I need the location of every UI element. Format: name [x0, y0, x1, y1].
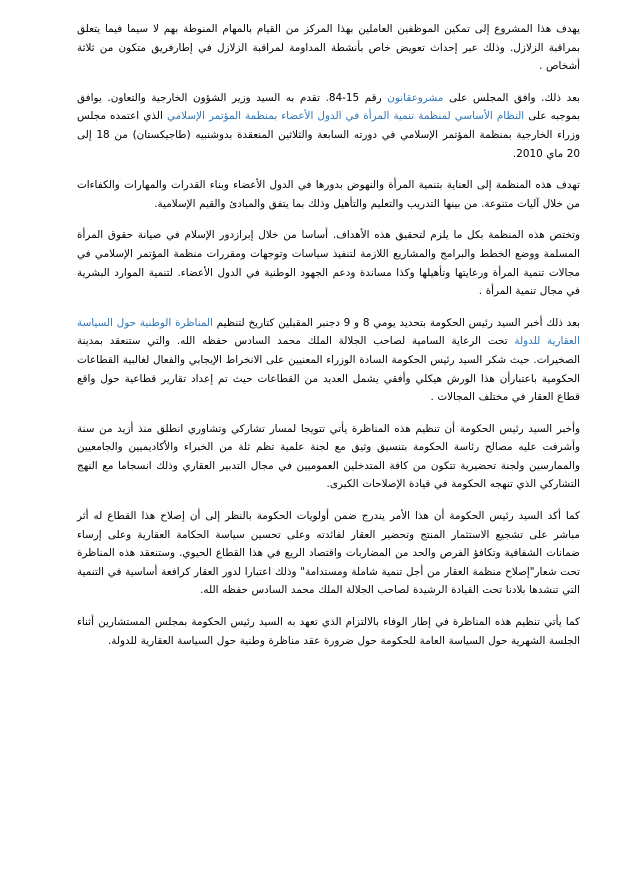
highlighted-text-run: المناظرة الوطنية حول السياسة العقارية للدولة — [77, 316, 580, 348]
paragraph — [77, 507, 580, 600]
paragraph — [77, 314, 580, 407]
text-run: بعد ذلك أخبر السيد رئيس الحكومة بتحديد يومي 8 و 9 دجنبر المقبلين كتاريخ لتنظيم — [212, 316, 580, 329]
text-run: وتختص هذه المنظمة بكل ما يلزم لتحقيق هذه الأهداف. أساسا من خلال إبرازدور الإسلام في صيانة حقوق المرأة المسلمة ووضع الخطط والبرامج والمشاريع اللازمة لتنفيذ سياسات وتوجهات ومقررات منظمة المؤتمر الإسلامي في مجالات تنمية المرأة ورعايتها وتأهيلها وكذا مساندة ودعم الجهود الوطنية في الدول الأعضاء. لتنمية الموارد البشرية في مجال تنمية المرأة . — [77, 229, 580, 298]
text-run: بعد ذلك. وافق المجلس على — [443, 91, 580, 104]
highlighted-text-run: النظام الأساسي لمنظمة تنمية المرأة في الدول الأعضاء بمنظمة المؤتمر الإسلامي — [166, 110, 525, 123]
text-run: يهدف هذا المشروع إلى تمكين الموظفين العاملين بهذا المركز من القيام بالمهام المنوطة بهم لا سيما فيما يتعلق بمراقبة الزلازل. وذلك عبر إحداث تعويض خاص بأنشطة المداومة لمراقبة الزلازل في إطارفريق متكون من ثلاثة أشخاص . — [77, 23, 580, 73]
text-run: كما أكد السيد رئيس الحكومة أن هذا الأمر يندرج ضمن أولويات الحكومة بالنظر إلى أن إصلاح هذا القطاع له أثر مباشر على تشجيع الاستثمار المنتج وتحضير العقار لفائدته وعلى تحسين سياسة الحكامة العقارية وعلى إرساء ضمانات الشفافية وتكافؤ الفرص والحد من المضاربات واقتصاد الريع في هذا القطاع الحيوي. وستنعقد هذه المناظرة تحت شعار"إصلاح منظمة العقار من أجل تنمية شاملة ومستدامة" وذلك اعتبارا لدور العقار كرافعة أساسية في التنمية التي تنشدها بلادنا تحت القيادة الرشيدة لصاحب الجلالة الملك محمد السادس حفظه الله. — [77, 510, 580, 597]
paragraph — [77, 420, 580, 494]
document-body — [77, 20, 580, 650]
highlighted-text-run: مشروعقانون — [387, 91, 444, 104]
text-run: كما يأتي تنظيم هذه المناظرة في إطار الوفاء بالالتزام الذي تعهد به السيد رئيس الحكومة بمجلس المستشارين أثناء الجلسة الشهرية حول السياسة العامة للحكومة حول ضرورة عقد مناظرة وطنية حول السياسة العقارية للدولة. — [77, 616, 580, 647]
paragraph — [77, 20, 580, 76]
paragraph — [77, 613, 580, 650]
text-run: وأخبر السيد رئيس الحكومة أن تنظيم هذه المناظرة يأتي تتويجا لمسار تشاركي وتشاوري انطلق منذ أزيد من سنة وأشرفت عليه مصالح رئاسة الحكومة بتنسيق وثيق مع لجنة علمية تظم ثلة من الخبراء والأكاديميين والجامعيين والممارسين ولجنة تحضيرية تتكون من كافة المتدخلين العموميين في مجال التدبير العقاري وذلك انسجاما مع النهج التشاركي الذي تنهجه الحكومة في قيادة الإصلاحات الكبرى. — [77, 422, 580, 491]
paragraph — [77, 226, 580, 300]
text-run: تهدف هذه المنظمة إلى العناية بتنمية المرأة والنهوض بدورها في الدول الأعضاء وبناء القدرات والمهارات والكفاءات من خلال آليات متنوعة. من بينها التدريب والتعليم والتأهيل وذلك بما يتفق والمبادئ والقيم الإسلامية. — [77, 179, 580, 210]
text-run: الذي اعتمده مجلس وزراء الخارجية بمنظمة المؤتمر الإسلامي في دورته السابعة والثلاثين المنعقدة بدوشنبيه (طاجيكستان) من 18 إلى 20 ماي 2010. — [77, 110, 580, 160]
text-run: تحت الرعاية السامية لصاحب الجلالة الملك محمد السادس حفظه الله. والتي ستنعقد بمدينة الصخيرات. حيث شكر السيد رئيس الحكومة السادة الوزراء المعنيين على الانخراط الإيجابي والفعال لغالبية القطاعات الحكومية باعتبارأن هذا الورش هيكلي وأفقي يشمل العديد من القطاعات حيث تم إعداد تقارير قطاعية حول واقع قطاع العقار في مختلف المجالات . — [77, 335, 580, 404]
paragraph — [77, 176, 580, 213]
text-run: رقم 15-84. تقدم به السيد وزير الشؤون الخارجية والتعاون. يوافق بموجبه على — [77, 91, 580, 123]
paragraph — [77, 89, 580, 163]
